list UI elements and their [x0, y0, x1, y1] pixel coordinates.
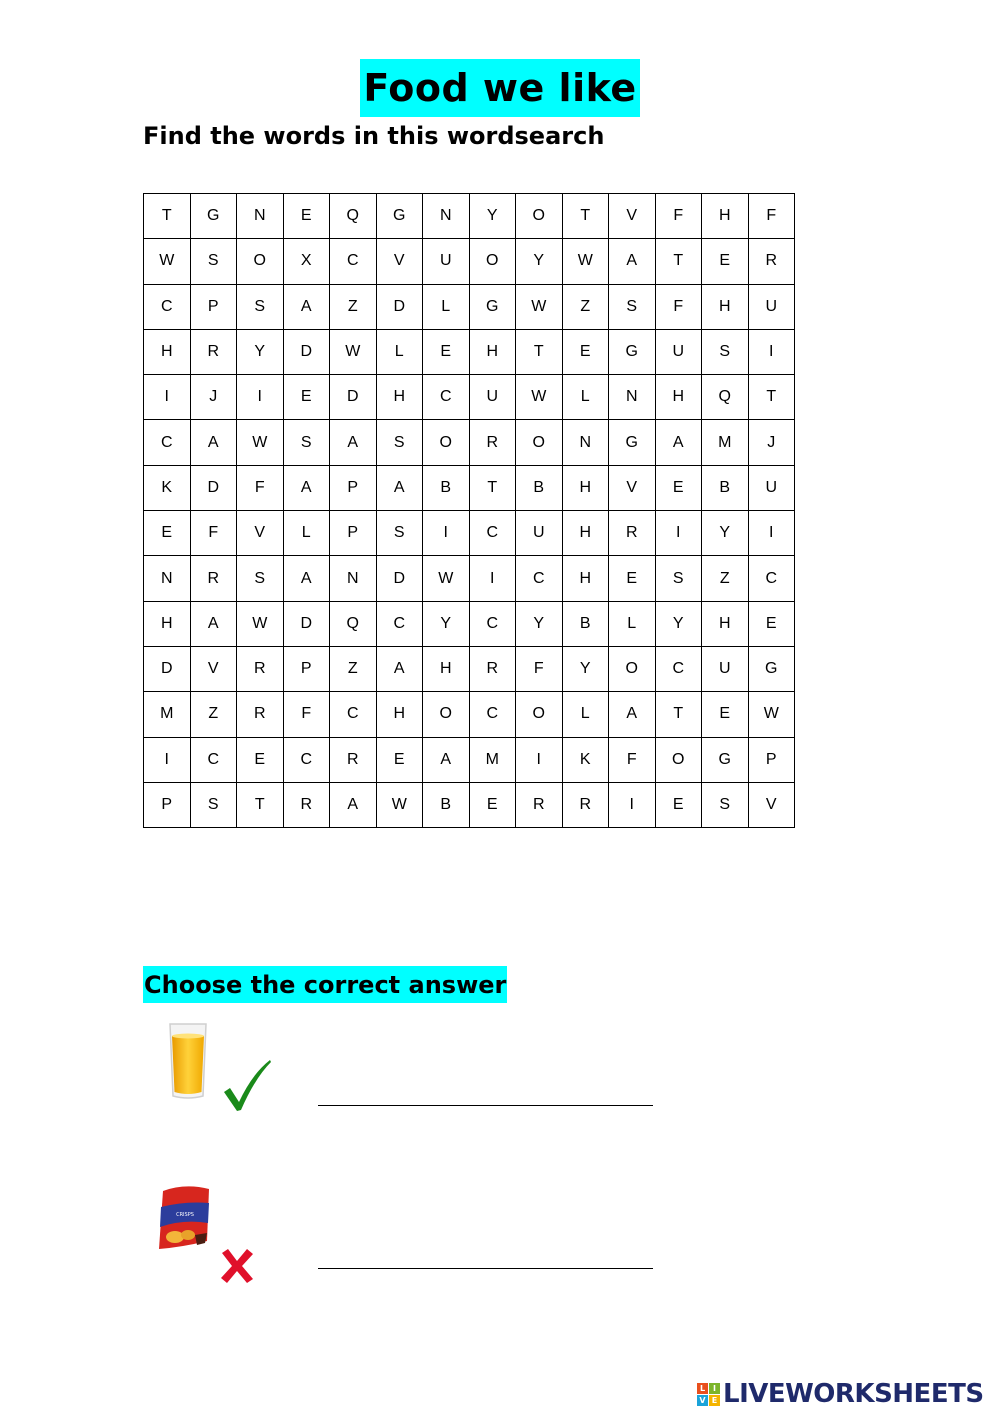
- grid-cell[interactable]: E: [237, 737, 284, 782]
- grid-cell[interactable]: Z: [330, 646, 377, 691]
- grid-cell[interactable]: R: [609, 511, 656, 556]
- grid-cell[interactable]: Y: [469, 194, 516, 239]
- svg-text:CRISPS: CRISPS: [176, 1212, 194, 1218]
- grid-cell[interactable]: H: [376, 692, 423, 737]
- grid-cell[interactable]: S: [237, 556, 284, 601]
- grid-cell[interactable]: C: [144, 420, 191, 465]
- grid-cell[interactable]: O: [423, 692, 470, 737]
- grid-cell[interactable]: E: [609, 556, 656, 601]
- grid-cell[interactable]: U: [748, 284, 795, 329]
- grid-cell[interactable]: S: [190, 239, 237, 284]
- grid-cell[interactable]: Y: [516, 601, 563, 646]
- grid-cell[interactable]: W: [562, 239, 609, 284]
- grid-cell[interactable]: C: [516, 556, 563, 601]
- grid-cell[interactable]: H: [562, 556, 609, 601]
- grid-cell[interactable]: N: [144, 556, 191, 601]
- grid-cell[interactable]: R: [516, 782, 563, 827]
- grid-cell[interactable]: C: [423, 375, 470, 420]
- grid-cell[interactable]: T: [748, 375, 795, 420]
- grid-cell[interactable]: D: [376, 284, 423, 329]
- grid-cell[interactable]: U: [702, 646, 749, 691]
- grid-cell[interactable]: T: [562, 194, 609, 239]
- grid-cell[interactable]: E: [655, 465, 702, 510]
- grid-cell[interactable]: U: [655, 329, 702, 374]
- grid-cell[interactable]: R: [190, 329, 237, 374]
- grid-cell[interactable]: A: [283, 465, 330, 510]
- grid-cell[interactable]: Y: [562, 646, 609, 691]
- grid-cell[interactable]: P: [144, 782, 191, 827]
- grid-cell[interactable]: T: [516, 329, 563, 374]
- grid-cell[interactable]: Y: [702, 511, 749, 556]
- grid-cell[interactable]: I: [748, 329, 795, 374]
- grid-cell[interactable]: B: [562, 601, 609, 646]
- grid-cell[interactable]: W: [423, 556, 470, 601]
- grid-cell[interactable]: U: [516, 511, 563, 556]
- grid-cell[interactable]: H: [423, 646, 470, 691]
- grid-cell[interactable]: R: [748, 239, 795, 284]
- grid-cell[interactable]: E: [702, 692, 749, 737]
- grid-cell[interactable]: P: [283, 646, 330, 691]
- grid-row: [144, 782, 795, 827]
- grid-cell[interactable]: P: [748, 737, 795, 782]
- grid-cell[interactable]: Q: [702, 375, 749, 420]
- grid-cell[interactable]: E: [469, 782, 516, 827]
- grid-cell[interactable]: R: [237, 646, 284, 691]
- check-icon: [222, 1058, 272, 1113]
- grid-cell[interactable]: F: [655, 284, 702, 329]
- grid-cell[interactable]: L: [283, 511, 330, 556]
- grid-cell[interactable]: O: [237, 239, 284, 284]
- grid-cell[interactable]: J: [748, 420, 795, 465]
- grid-cell[interactable]: A: [330, 782, 377, 827]
- grid-cell[interactable]: M: [469, 737, 516, 782]
- grid-cell[interactable]: I: [237, 375, 284, 420]
- grid-cell[interactable]: S: [283, 420, 330, 465]
- grid-cell[interactable]: A: [283, 556, 330, 601]
- grid-cell[interactable]: V: [237, 511, 284, 556]
- grid-cell[interactable]: G: [609, 329, 656, 374]
- grid-cell[interactable]: T: [655, 239, 702, 284]
- grid-cell[interactable]: O: [469, 239, 516, 284]
- grid-cell[interactable]: A: [609, 239, 656, 284]
- grid-cell[interactable]: G: [376, 194, 423, 239]
- grid-cell[interactable]: E: [283, 375, 330, 420]
- grid-cell[interactable]: C: [144, 284, 191, 329]
- grid-cell[interactable]: H: [376, 375, 423, 420]
- grid-cell[interactable]: R: [469, 646, 516, 691]
- grid-cell[interactable]: E: [748, 601, 795, 646]
- grid-cell[interactable]: S: [376, 420, 423, 465]
- grid-cell[interactable]: I: [609, 782, 656, 827]
- grid-cell[interactable]: N: [562, 420, 609, 465]
- grid-cell[interactable]: G: [190, 194, 237, 239]
- answer-field-1[interactable]: [318, 1105, 653, 1106]
- grid-cell[interactable]: Z: [330, 284, 377, 329]
- worksheet-title: Food we like: [360, 59, 640, 117]
- grid-cell[interactable]: X: [283, 239, 330, 284]
- wordsearch-grid: [143, 193, 795, 828]
- grid-cell[interactable]: F: [655, 194, 702, 239]
- grid-cell[interactable]: E: [702, 239, 749, 284]
- grid-row: [144, 465, 795, 510]
- grid-cell[interactable]: V: [609, 194, 656, 239]
- grid-cell[interactable]: C: [330, 239, 377, 284]
- grid-cell[interactable]: A: [190, 420, 237, 465]
- grid-cell[interactable]: A: [330, 420, 377, 465]
- grid-cell[interactable]: A: [655, 420, 702, 465]
- grid-cell[interactable]: S: [609, 284, 656, 329]
- crisps-bag-icon: [155, 1185, 213, 1255]
- grid-row: [144, 511, 795, 556]
- grid-cell[interactable]: G: [702, 737, 749, 782]
- grid-cell[interactable]: D: [376, 556, 423, 601]
- grid-cell[interactable]: Q: [330, 601, 377, 646]
- logo-mark-icon: [697, 1383, 720, 1406]
- grid-cell[interactable]: S: [190, 782, 237, 827]
- grid-cell[interactable]: R: [237, 692, 284, 737]
- grid-cell[interactable]: Y: [423, 601, 470, 646]
- grid-cell[interactable]: U: [469, 375, 516, 420]
- grid-cell[interactable]: F: [516, 646, 563, 691]
- grid-row: [144, 646, 795, 691]
- grid-cell[interactable]: B: [702, 465, 749, 510]
- grid-cell[interactable]: B: [516, 465, 563, 510]
- grid-cell[interactable]: Z: [190, 692, 237, 737]
- logo-mark-letter: L: [697, 1383, 708, 1394]
- grid-cell[interactable]: B: [423, 782, 470, 827]
- logo-mark-letter: E: [709, 1395, 720, 1406]
- grid-cell[interactable]: L: [423, 284, 470, 329]
- grid-cell[interactable]: A: [423, 737, 470, 782]
- grid-cell[interactable]: E: [423, 329, 470, 374]
- grid-cell[interactable]: H: [562, 465, 609, 510]
- grid-cell[interactable]: I: [469, 556, 516, 601]
- grid-cell[interactable]: O: [655, 737, 702, 782]
- section-title: Choose the correct answer: [143, 966, 507, 1003]
- grid-row: [144, 692, 795, 737]
- grid-cell[interactable]: S: [702, 329, 749, 374]
- grid-cell[interactable]: Y: [237, 329, 284, 374]
- grid-cell[interactable]: M: [702, 420, 749, 465]
- grid-cell[interactable]: T: [237, 782, 284, 827]
- grid-cell[interactable]: W: [237, 420, 284, 465]
- grid-cell[interactable]: A: [283, 284, 330, 329]
- grid-cell[interactable]: V: [190, 646, 237, 691]
- grid-cell[interactable]: O: [609, 646, 656, 691]
- grid-cell[interactable]: C: [283, 737, 330, 782]
- grid-cell[interactable]: I: [144, 737, 191, 782]
- grid-cell[interactable]: Q: [330, 194, 377, 239]
- grid-cell[interactable]: G: [609, 420, 656, 465]
- grid-cell[interactable]: U: [423, 239, 470, 284]
- grid-cell[interactable]: H: [144, 601, 191, 646]
- grid-cell[interactable]: I: [655, 511, 702, 556]
- grid-cell[interactable]: I: [144, 375, 191, 420]
- grid-cell[interactable]: I: [423, 511, 470, 556]
- grid-cell[interactable]: H: [655, 375, 702, 420]
- grid-cell[interactable]: Z: [562, 284, 609, 329]
- grid-row: [144, 556, 795, 601]
- grid-cell[interactable]: R: [190, 556, 237, 601]
- grid-cell[interactable]: G: [469, 284, 516, 329]
- grid-cell[interactable]: D: [283, 601, 330, 646]
- grid-cell[interactable]: E: [376, 737, 423, 782]
- grid-cell[interactable]: S: [702, 782, 749, 827]
- grid-cell[interactable]: K: [144, 465, 191, 510]
- grid-cell[interactable]: N: [330, 556, 377, 601]
- grid-cell[interactable]: P: [330, 465, 377, 510]
- grid-cell[interactable]: F: [190, 511, 237, 556]
- grid-cell[interactable]: H: [702, 601, 749, 646]
- grid-cell[interactable]: L: [376, 329, 423, 374]
- grid-cell[interactable]: T: [144, 194, 191, 239]
- grid-cell[interactable]: L: [562, 375, 609, 420]
- grid-cell[interactable]: N: [237, 194, 284, 239]
- grid-cell[interactable]: D: [144, 646, 191, 691]
- grid-cell[interactable]: D: [190, 465, 237, 510]
- grid-cell[interactable]: T: [469, 465, 516, 510]
- grid-cell[interactable]: P: [330, 511, 377, 556]
- grid-cell[interactable]: W: [330, 329, 377, 374]
- grid-cell[interactable]: C: [748, 556, 795, 601]
- grid-cell[interactable]: E: [655, 782, 702, 827]
- grid-cell[interactable]: W: [144, 239, 191, 284]
- grid-cell[interactable]: L: [609, 601, 656, 646]
- orange-juice-icon: [166, 1022, 210, 1100]
- grid-cell[interactable]: A: [190, 601, 237, 646]
- grid-cell[interactable]: H: [144, 329, 191, 374]
- grid-cell[interactable]: J: [190, 375, 237, 420]
- grid-cell[interactable]: H: [702, 284, 749, 329]
- grid-cell[interactable]: C: [469, 601, 516, 646]
- grid-cell[interactable]: O: [516, 420, 563, 465]
- grid-cell[interactable]: I: [748, 511, 795, 556]
- grid-cell[interactable]: Y: [516, 239, 563, 284]
- grid-cell[interactable]: C: [655, 646, 702, 691]
- grid-cell[interactable]: F: [237, 465, 284, 510]
- grid-cell[interactable]: C: [469, 511, 516, 556]
- grid-cell[interactable]: F: [748, 194, 795, 239]
- grid-cell[interactable]: O: [516, 692, 563, 737]
- grid-cell[interactable]: O: [516, 194, 563, 239]
- grid-cell[interactable]: N: [609, 375, 656, 420]
- grid-cell[interactable]: W: [748, 692, 795, 737]
- grid-cell[interactable]: E: [562, 329, 609, 374]
- grid-cell[interactable]: M: [144, 692, 191, 737]
- grid-row: [144, 375, 795, 420]
- logo-mark-letter: I: [709, 1383, 720, 1394]
- grid-cell[interactable]: G: [748, 646, 795, 691]
- grid-cell[interactable]: C: [330, 692, 377, 737]
- grid-row: [144, 329, 795, 374]
- liveworksheets-logo: [697, 1379, 984, 1409]
- grid-cell[interactable]: E: [283, 194, 330, 239]
- grid-cell[interactable]: W: [237, 601, 284, 646]
- grid-cell[interactable]: B: [423, 465, 470, 510]
- grid-cell[interactable]: E: [144, 511, 191, 556]
- grid-cell[interactable]: A: [609, 692, 656, 737]
- grid-cell[interactable]: C: [469, 692, 516, 737]
- grid-cell[interactable]: H: [562, 511, 609, 556]
- grid-cell[interactable]: V: [748, 782, 795, 827]
- wordsearch-instructions: Find the words in this wordsearch: [143, 122, 605, 150]
- grid-cell[interactable]: T: [655, 692, 702, 737]
- grid-row: [144, 601, 795, 646]
- grid-cell[interactable]: C: [190, 737, 237, 782]
- grid-cell[interactable]: S: [376, 511, 423, 556]
- grid-cell[interactable]: W: [516, 284, 563, 329]
- grid-cell[interactable]: H: [702, 194, 749, 239]
- grid-row: [144, 737, 795, 782]
- grid-row: [144, 284, 795, 329]
- grid-cell[interactable]: Z: [702, 556, 749, 601]
- grid-cell[interactable]: N: [423, 194, 470, 239]
- grid-cell[interactable]: A: [376, 465, 423, 510]
- grid-cell[interactable]: Y: [655, 601, 702, 646]
- grid-cell[interactable]: D: [283, 329, 330, 374]
- grid-row: [144, 420, 795, 465]
- grid-cell[interactable]: R: [562, 782, 609, 827]
- grid-cell[interactable]: W: [376, 782, 423, 827]
- grid-cell[interactable]: H: [469, 329, 516, 374]
- grid-cell[interactable]: A: [376, 646, 423, 691]
- logo-mark-letter: V: [697, 1395, 708, 1406]
- cross-icon: [218, 1247, 256, 1285]
- grid-cell[interactable]: F: [283, 692, 330, 737]
- grid-row: [144, 194, 795, 239]
- grid-cell[interactable]: V: [376, 239, 423, 284]
- grid-cell[interactable]: D: [330, 375, 377, 420]
- grid-row: [144, 239, 795, 284]
- logo-text: LIVEWORKSHEETS: [723, 1379, 984, 1409]
- grid-cell[interactable]: O: [423, 420, 470, 465]
- grid-cell[interactable]: R: [469, 420, 516, 465]
- grid-cell[interactable]: S: [655, 556, 702, 601]
- grid-cell[interactable]: S: [237, 284, 284, 329]
- grid-cell[interactable]: F: [609, 737, 656, 782]
- grid-cell[interactable]: W: [516, 375, 563, 420]
- grid-cell[interactable]: U: [748, 465, 795, 510]
- grid-cell[interactable]: P: [190, 284, 237, 329]
- grid-cell[interactable]: K: [562, 737, 609, 782]
- grid-cell[interactable]: V: [609, 465, 656, 510]
- grid-cell[interactable]: L: [562, 692, 609, 737]
- grid-cell[interactable]: R: [330, 737, 377, 782]
- grid-cell[interactable]: I: [516, 737, 563, 782]
- answer-field-2[interactable]: [318, 1268, 653, 1269]
- grid-cell[interactable]: R: [283, 782, 330, 827]
- grid-cell[interactable]: C: [376, 601, 423, 646]
